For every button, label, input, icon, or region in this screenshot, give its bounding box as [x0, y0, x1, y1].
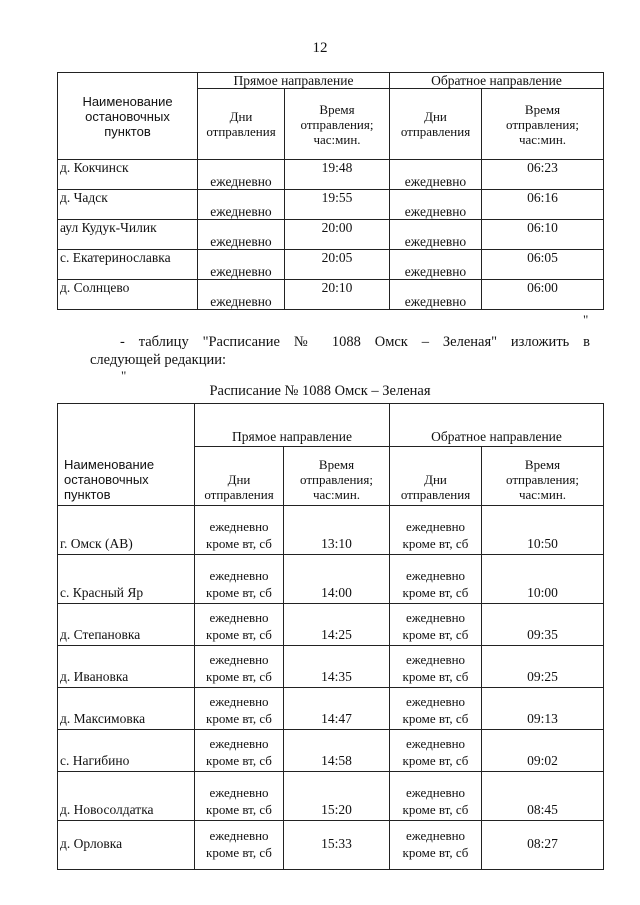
- days-line: кроме вт, сб: [206, 845, 272, 860]
- time-header-line: час:мин.: [518, 487, 567, 502]
- header-row: [58, 404, 604, 447]
- days-line: ежедневно: [209, 519, 269, 534]
- stop-name-header-line: пунктов: [64, 487, 111, 502]
- days-header-line: отправления: [400, 124, 471, 139]
- days-line: ежедневно: [405, 785, 466, 800]
- backward-days-header: [390, 89, 482, 160]
- days-line: кроме вт, сб: [206, 711, 272, 726]
- days-line: ежедневно: [405, 828, 466, 843]
- days-line: кроме вт, сб: [206, 669, 272, 684]
- backward-time: 06:05: [482, 250, 604, 280]
- time-header-line: час:мин.: [518, 131, 567, 147]
- backward-time: 08:45: [482, 772, 604, 821]
- days-header-line: отправления: [204, 487, 274, 502]
- stop-name-header-line: остановочных: [85, 108, 170, 124]
- backward-direction-header: Обратное направление: [390, 404, 604, 447]
- stop-name: д. Орловка: [58, 821, 195, 870]
- forward-days: [195, 555, 284, 604]
- schedule-table-1: [57, 72, 604, 310]
- forward-time: 15:33: [284, 821, 390, 870]
- backward-time-header: [482, 447, 604, 506]
- backward-days: ежедневно: [390, 250, 482, 280]
- forward-days: [195, 506, 284, 555]
- stop-name-header-line: остановочных: [64, 472, 149, 487]
- forward-days: [195, 646, 284, 688]
- days-header-line: отправления: [400, 487, 471, 502]
- forward-days: ежедневно: [198, 250, 285, 280]
- backward-days: [390, 646, 482, 688]
- forward-time: 15:20: [284, 772, 390, 821]
- days-line: ежедневно: [209, 652, 269, 667]
- backward-time: 09:13: [482, 688, 604, 730]
- backward-time: 09:25: [482, 646, 604, 688]
- days-line: ежедневно: [405, 610, 466, 625]
- days-line: кроме вт, сб: [402, 669, 469, 684]
- forward-days: [195, 772, 284, 821]
- stop-name-header-line: Наименование: [82, 93, 173, 109]
- days-line: кроме вт, сб: [206, 536, 272, 551]
- backward-days: ежедневно: [390, 190, 482, 220]
- forward-time: 14:25: [284, 604, 390, 646]
- header-row: [58, 73, 604, 89]
- stop-name: д. Новосолдатка: [58, 772, 195, 821]
- backward-direction-header: Обратное направление: [390, 73, 604, 89]
- days-line: кроме вт, сб: [402, 627, 469, 642]
- days-line: ежедневно: [405, 568, 466, 583]
- days-line: кроме вт, сб: [206, 585, 272, 600]
- time-header-line: Время: [318, 457, 355, 472]
- forward-time: 20:10: [285, 280, 390, 310]
- stop-name: д. Кокчинск: [58, 160, 198, 190]
- backward-time: 06:16: [482, 190, 604, 220]
- days-line: ежедневно: [405, 736, 466, 751]
- table-title: Расписание № 1088 Омск – Зеленая: [209, 383, 431, 399]
- backward-days: ежедневно: [390, 160, 482, 190]
- backward-days-header: [390, 447, 482, 506]
- stop-name: аул Кудук-Чилик: [58, 220, 198, 250]
- table-row: [58, 772, 604, 821]
- backward-days: [390, 821, 482, 870]
- stop-name: г. Омск (АВ): [58, 506, 195, 555]
- backward-time: 09:02: [482, 730, 604, 772]
- paragraph-line: - таблицу "Расписание № 1088 Омск – Зеленая" изложить в: [120, 334, 590, 350]
- table-row: [58, 160, 604, 190]
- backward-time-header: [482, 89, 604, 160]
- forward-time: 14:35: [284, 646, 390, 688]
- backward-time: 06:00: [482, 280, 604, 310]
- stop-name: д. Солнцево: [58, 280, 198, 310]
- backward-time: 06:23: [482, 160, 604, 190]
- table-row: [58, 604, 604, 646]
- days-header-line: Дни: [229, 109, 253, 124]
- days-line: кроме вт, сб: [402, 753, 469, 768]
- closing-quote-mark: ": [583, 312, 589, 327]
- forward-time: 19:48: [285, 160, 390, 190]
- table-row: [58, 730, 604, 772]
- backward-days: ежедневно: [390, 220, 482, 250]
- backward-days: [390, 772, 482, 821]
- table-row: [58, 688, 604, 730]
- stop-name: с. Екатеринославка: [58, 250, 198, 280]
- time-header-line: отправления;: [506, 116, 579, 132]
- stop-name-header: [58, 73, 198, 160]
- forward-time: 19:55: [285, 190, 390, 220]
- backward-time: 10:50: [482, 506, 604, 555]
- days-line: ежедневно: [209, 568, 269, 583]
- time-header-line: отправления;: [300, 472, 373, 487]
- forward-time: 14:00: [284, 555, 390, 604]
- stop-name: с. Нагибино: [58, 730, 195, 772]
- backward-days: [390, 604, 482, 646]
- time-header-line: отправления;: [300, 116, 374, 132]
- schedule-table-2: [57, 403, 604, 870]
- forward-time: 13:10: [284, 506, 390, 555]
- days-line: ежедневно: [209, 610, 269, 625]
- forward-direction-header: Прямое направление: [195, 404, 390, 447]
- forward-time-header: [284, 447, 390, 506]
- time-header-line: Время: [524, 101, 561, 117]
- days-line: кроме вт, сб: [402, 536, 469, 551]
- days-header-line: отправления: [206, 124, 276, 139]
- stop-name: д. Степановка: [58, 604, 195, 646]
- forward-days: ежедневно: [198, 280, 285, 310]
- days-line: кроме вт, сб: [402, 802, 469, 817]
- days-line: кроме вт, сб: [206, 753, 272, 768]
- stop-name-header: [58, 404, 195, 506]
- page-number: 12: [312, 40, 328, 56]
- stop-name-header-line: Наименование: [64, 457, 155, 472]
- forward-time: 14:47: [284, 688, 390, 730]
- days-line: кроме вт, сб: [402, 585, 469, 600]
- forward-days: [195, 688, 284, 730]
- days-header-line: Дни: [424, 109, 447, 124]
- days-line: ежедневно: [405, 519, 466, 534]
- backward-days: [390, 730, 482, 772]
- table-row: [58, 190, 604, 220]
- backward-days: [390, 555, 482, 604]
- backward-days: ежедневно: [390, 280, 482, 310]
- backward-time: 10:00: [482, 555, 604, 604]
- table-row: [58, 506, 604, 555]
- forward-time: 20:05: [285, 250, 390, 280]
- days-line: кроме вт, сб: [206, 627, 272, 642]
- forward-days-header: [198, 89, 285, 160]
- table-row: [58, 220, 604, 250]
- stop-name: д. Ивановка: [58, 646, 195, 688]
- amendment-paragraph: [90, 333, 590, 369]
- backward-days: [390, 688, 482, 730]
- forward-days: [195, 730, 284, 772]
- table-row: [58, 646, 604, 688]
- stop-name: д. Максимовка: [58, 688, 195, 730]
- days-line: кроме вт, сб: [402, 711, 469, 726]
- backward-time: 08:27: [482, 821, 604, 870]
- days-header-line: Дни: [424, 472, 447, 487]
- stop-name: д. Чадск: [58, 190, 198, 220]
- time-header-line: Время: [319, 101, 355, 117]
- time-header-line: час:мин.: [313, 131, 361, 147]
- paragraph-line: следующей редакции:: [90, 352, 227, 368]
- table-row: [58, 821, 604, 870]
- days-line: ежедневно: [405, 694, 466, 709]
- forward-time: 20:00: [285, 220, 390, 250]
- forward-time: 14:58: [284, 730, 390, 772]
- backward-days: [390, 506, 482, 555]
- forward-direction-header: Прямое направление: [198, 73, 390, 89]
- stop-name: с. Красный Яр: [58, 555, 195, 604]
- backward-time: 09:35: [482, 604, 604, 646]
- days-line: кроме вт, сб: [402, 845, 469, 860]
- days-line: ежедневно: [209, 736, 269, 751]
- forward-days: [195, 821, 284, 870]
- stop-name-header-line: пунктов: [104, 123, 151, 139]
- forward-days-header: [195, 447, 284, 506]
- time-header-line: Время: [524, 457, 561, 472]
- days-line: ежедневно: [209, 828, 269, 843]
- time-header-line: час:мин.: [312, 487, 361, 502]
- forward-days: ежедневно: [198, 160, 285, 190]
- days-line: ежедневно: [209, 785, 269, 800]
- forward-days: ежедневно: [198, 220, 285, 250]
- opening-quote-mark: ": [121, 368, 127, 383]
- time-header-line: отправления;: [506, 472, 579, 487]
- days-line: ежедневно: [209, 694, 269, 709]
- forward-days: [195, 604, 284, 646]
- table-row: [58, 280, 604, 310]
- table-row: [58, 555, 604, 604]
- days-line: ежедневно: [405, 652, 466, 667]
- days-header-line: Дни: [227, 472, 251, 487]
- table-row: [58, 250, 604, 280]
- days-line: кроме вт, сб: [206, 802, 272, 817]
- forward-time-header: [285, 89, 390, 160]
- forward-days: ежедневно: [198, 190, 285, 220]
- backward-time: 06:10: [482, 220, 604, 250]
